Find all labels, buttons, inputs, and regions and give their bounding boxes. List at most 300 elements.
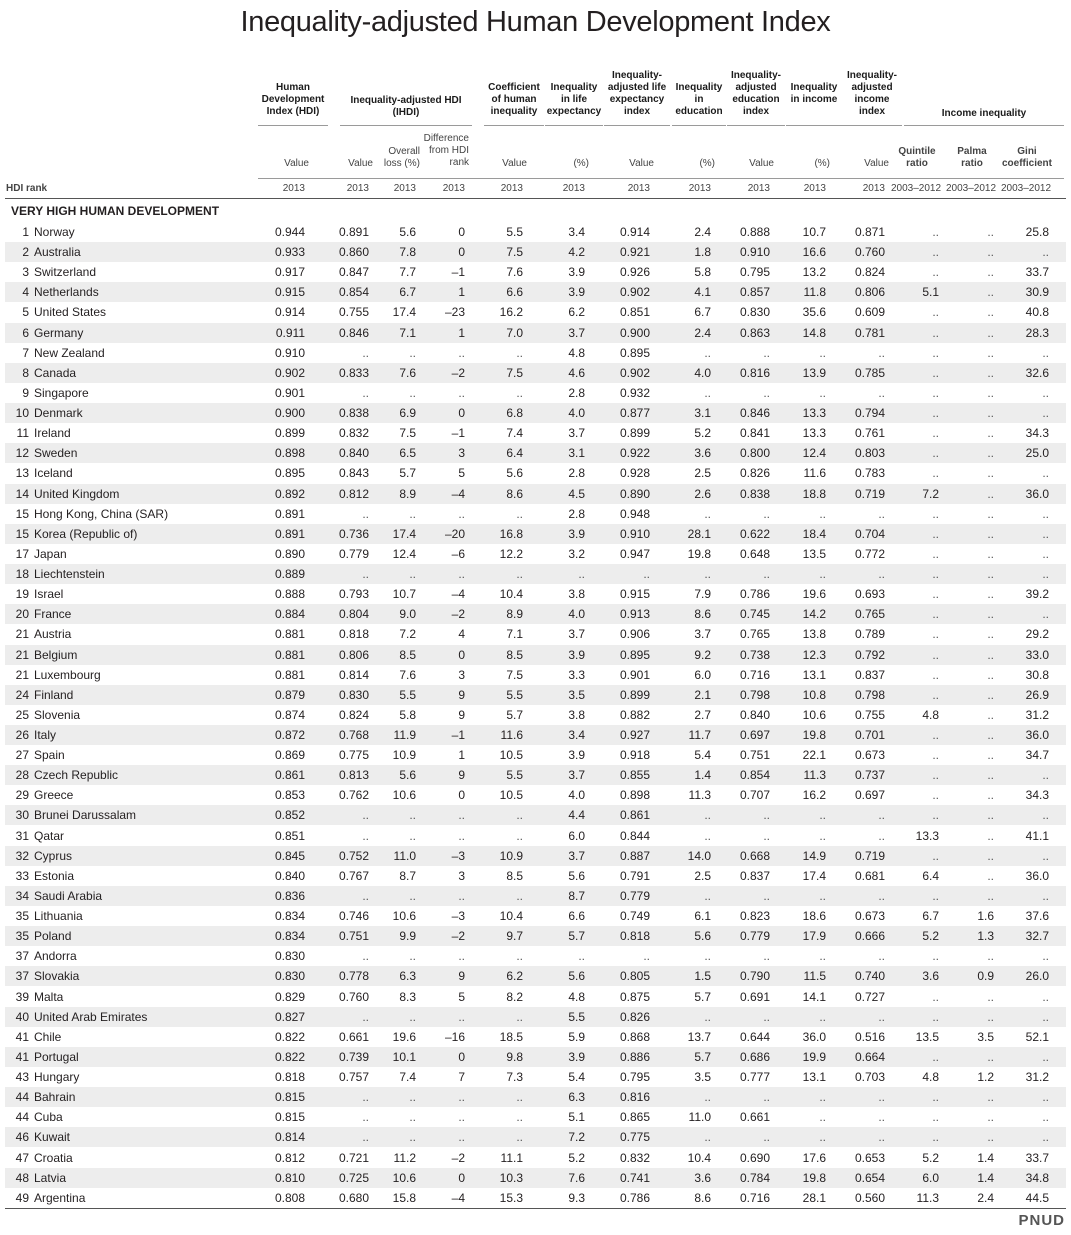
country-name: United States	[34, 305, 107, 320]
ihdi-value: 0.768	[338, 728, 369, 742]
palma-ratio: ..	[987, 607, 994, 622]
column-subheader: (%)	[814, 158, 830, 169]
palma-ratio: ..	[987, 728, 994, 742]
income-index: 0.761	[854, 426, 885, 441]
ihdi-rank-diff: 0	[458, 406, 465, 421]
edu-index: 0.837	[739, 868, 770, 883]
quintile-ratio: ..	[932, 546, 939, 561]
ihdi-value: 0.736	[338, 526, 369, 541]
coef-inequality: ..	[516, 1110, 523, 1125]
income-inequality: 13.3	[802, 406, 826, 421]
coef-inequality: ..	[516, 828, 523, 843]
coef-inequality: 7.4	[506, 426, 523, 441]
coef-inequality: ..	[516, 345, 523, 360]
hdi-rank: 41	[15, 1029, 29, 1044]
country-name: Croatia	[34, 1150, 73, 1165]
life-index: 0.901	[619, 667, 650, 682]
ihdi-value: 0.860	[338, 245, 369, 260]
life-inequality: 5.9	[568, 1029, 585, 1044]
hdi-value: 0.891	[274, 526, 305, 541]
income-inequality: 10.7	[802, 225, 826, 239]
hdi-rank: 39	[15, 989, 29, 1004]
palma-ratio: ..	[987, 1130, 994, 1145]
income-inequality: ..	[819, 1009, 826, 1024]
column-year: 2003–2012	[890, 183, 942, 194]
life-index: 0.895	[619, 647, 650, 662]
ihdi-value: 0.779	[338, 546, 369, 561]
edu-index: ..	[763, 1090, 770, 1105]
palma-ratio: ..	[987, 768, 994, 783]
quintile-ratio: ..	[932, 567, 939, 582]
palma-ratio: ..	[987, 486, 994, 501]
life-inequality: 4.8	[568, 989, 585, 1004]
ihdi-rank-diff: 0	[458, 788, 465, 803]
income-inequality: ..	[819, 567, 826, 582]
gini-coefficient: 32.6	[1025, 365, 1049, 380]
gini-coefficient: 30.9	[1025, 285, 1049, 300]
ihdi-loss: 11.0	[393, 848, 416, 863]
life-inequality: 3.7	[568, 848, 585, 863]
income-inequality: 11.8	[803, 285, 826, 300]
gini-coefficient: 29.2	[1025, 627, 1049, 642]
column-group-header: Inequality in education	[675, 82, 723, 117]
ihdi-rank-diff: 4	[458, 627, 465, 642]
ihdi-value: 0.725	[338, 1170, 369, 1185]
edu-index: ..	[763, 385, 770, 400]
ihdi-rank-diff: 5	[458, 466, 465, 481]
edu-index: 0.745	[739, 607, 770, 622]
palma-ratio: ..	[987, 406, 994, 421]
coef-inequality: 8.5	[506, 868, 523, 883]
edu-index: 0.644	[739, 1029, 770, 1044]
country-name: Czech Republic	[34, 768, 119, 783]
edu-index: 0.668	[739, 848, 770, 863]
life-inequality: 2.8	[568, 506, 585, 521]
header-rule	[672, 125, 726, 126]
gini-coefficient: ..	[1042, 1009, 1049, 1024]
hdi-rank: 17	[15, 546, 29, 561]
column-subheader: Difference from HDI rank	[423, 133, 469, 168]
ihdi-rank-diff: 0	[458, 1049, 465, 1064]
ihdi-value: 0.767	[338, 868, 369, 883]
table-row	[5, 1188, 1066, 1208]
coef-inequality: 7.5	[506, 245, 523, 260]
hdi-rank: 44	[15, 1090, 29, 1105]
edu-inequality: ..	[704, 888, 711, 903]
ihdi-loss: 8.3	[399, 989, 416, 1004]
table-row	[5, 282, 1066, 302]
hdi-rank: 40	[15, 1009, 29, 1024]
ihdi-value: ..	[362, 888, 369, 903]
ihdi-loss: 10.7	[392, 587, 416, 602]
edu-inequality: 6.7	[694, 305, 711, 320]
edu-index: 0.777	[739, 1070, 770, 1085]
country-name: Finland	[34, 687, 74, 702]
life-index: 0.902	[619, 365, 650, 380]
ihdi-value: 0.830	[338, 687, 369, 702]
income-inequality: 14.8	[802, 325, 826, 340]
income-inequality: ..	[819, 808, 826, 823]
edu-index: 0.798	[739, 687, 770, 702]
country-name: Norway	[34, 225, 75, 239]
palma-ratio: ..	[987, 868, 994, 883]
edu-inequality: 9.2	[694, 647, 711, 662]
edu-inequality: 11.3	[688, 788, 711, 803]
edu-index: 0.854	[739, 768, 770, 783]
ihdi-value: ..	[362, 949, 369, 964]
hdi-value: 0.852	[274, 808, 305, 823]
ihdi-loss: 12.4	[392, 546, 416, 561]
life-index: 0.899	[619, 426, 650, 441]
hdi-value: 0.901	[274, 385, 305, 400]
edu-index: 0.790	[739, 969, 770, 984]
palma-ratio: ..	[987, 365, 994, 380]
coef-inequality: 5.5	[506, 768, 523, 783]
ihdi-value: ..	[362, 345, 369, 360]
table-row	[5, 826, 1066, 846]
income-index: 0.681	[854, 868, 885, 883]
income-inequality: 13.9	[802, 365, 826, 380]
income-inequality: 19.6	[802, 587, 826, 602]
table-row	[5, 1047, 1066, 1067]
ihdi-loss: 7.7	[399, 265, 416, 280]
hdi-value: 0.915	[274, 285, 305, 300]
edu-inequality: ..	[704, 506, 711, 521]
quintile-ratio: 6.4	[922, 868, 939, 883]
life-inequality: 3.2	[568, 546, 585, 561]
country-name: Ireland	[34, 426, 71, 441]
country-name: Cyprus	[34, 848, 73, 863]
income-index: 0.824	[854, 265, 885, 280]
country-name: Estonia	[34, 868, 75, 883]
quintile-ratio: 4.8	[922, 1070, 939, 1085]
palma-ratio: ..	[987, 466, 994, 481]
ihdi-value: 0.813	[338, 768, 369, 783]
hdi-value: 0.830	[274, 969, 305, 984]
life-inequality: 9.3	[568, 1190, 585, 1205]
income-inequality: 16.6	[802, 245, 826, 260]
ihdi-rank-diff: 9	[458, 969, 465, 984]
hdi-rank: 34	[15, 888, 29, 903]
hdi-rank: 4	[22, 285, 29, 300]
hdi-value: 0.891	[274, 506, 305, 521]
income-index: 0.792	[854, 647, 885, 662]
life-inequality: 7.2	[568, 1130, 585, 1145]
palma-ratio: ..	[987, 707, 994, 722]
hdi-value: 0.815	[274, 1090, 305, 1105]
coef-inequality: ..	[516, 385, 523, 400]
ihdi-loss: ..	[409, 1130, 416, 1145]
header-rule	[484, 125, 544, 126]
life-inequality: 6.0	[568, 828, 585, 843]
ihdi-rank-diff: 9	[458, 707, 465, 722]
income-inequality: 18.6	[802, 909, 826, 924]
column-group-header: Inequality in life expectancy	[546, 82, 602, 117]
hdi-value: 0.861	[274, 768, 305, 783]
ihdi-loss: 15.8	[392, 1190, 416, 1205]
coef-inequality: ..	[516, 888, 523, 903]
ihdi-rank-diff: –2	[451, 607, 465, 622]
hdi-rank: 5	[22, 305, 29, 320]
hdi-value: 0.818	[274, 1070, 305, 1085]
ihdi-loss: 5.6	[399, 768, 416, 783]
income-index: 0.806	[854, 285, 885, 300]
quintile-ratio: 6.7	[922, 909, 939, 924]
income-inequality: ..	[819, 828, 826, 843]
hdi-value: 0.899	[274, 426, 305, 441]
coef-inequality: 10.5	[499, 748, 523, 763]
quintile-ratio: ..	[932, 728, 939, 742]
table-row	[5, 524, 1066, 544]
ihdi-value: 0.812	[338, 486, 369, 501]
edu-index: 0.691	[739, 989, 770, 1004]
life-inequality: 6.2	[568, 305, 585, 320]
hdi-rank: 27	[15, 748, 29, 763]
ihdi-rank-diff: 5	[458, 989, 465, 1004]
hdi-rank: 12	[15, 446, 29, 461]
hdi-rank: 35	[15, 909, 29, 924]
table-row	[5, 946, 1066, 966]
gini-coefficient: 32.7	[1025, 929, 1049, 944]
edu-inequality: ..	[704, 345, 711, 360]
ihdi-value: 0.751	[338, 929, 369, 944]
coef-inequality: ..	[516, 567, 523, 582]
ihdi-value: 0.843	[338, 466, 369, 481]
income-index: ..	[878, 828, 885, 843]
table-row	[5, 1127, 1066, 1147]
quintile-ratio: ..	[932, 768, 939, 783]
edu-inequality: ..	[704, 949, 711, 964]
palma-ratio: ..	[987, 687, 994, 702]
quintile-ratio: 5.2	[922, 929, 939, 944]
table-row	[5, 242, 1066, 262]
edu-index: 0.751	[739, 748, 770, 763]
income-inequality: ..	[819, 1110, 826, 1125]
income-inequality: 13.1	[802, 1070, 826, 1085]
country-name: Australia	[34, 245, 81, 260]
gini-coefficient: ..	[1042, 1090, 1049, 1105]
quintile-ratio: 3.6	[922, 969, 939, 984]
quintile-ratio: ..	[932, 245, 939, 260]
life-inequality: 4.5	[568, 486, 585, 501]
ihdi-rank-diff: 9	[458, 768, 465, 783]
ihdi-value: 0.814	[338, 667, 369, 682]
hdi-rank: 33	[15, 868, 29, 883]
table-row	[5, 1168, 1066, 1188]
table-bottom-rule	[5, 1208, 1066, 1209]
table-row	[5, 765, 1066, 785]
country-name: Qatar	[34, 828, 65, 843]
edu-inequality: 3.5	[694, 1070, 711, 1085]
palma-ratio: ..	[987, 506, 994, 521]
quintile-ratio: ..	[932, 587, 939, 602]
ihdi-value: 0.762	[338, 788, 369, 803]
ihdi-value: ..	[362, 828, 369, 843]
coef-inequality: 10.4	[499, 587, 523, 602]
gini-coefficient: 28.3	[1025, 325, 1049, 340]
ihdi-loss: ..	[409, 567, 416, 582]
table-row	[5, 463, 1066, 483]
hdi-value: 0.902	[274, 365, 305, 380]
life-index: 0.868	[619, 1029, 650, 1044]
gini-coefficient: ..	[1042, 466, 1049, 481]
life-index: 0.910	[619, 526, 650, 541]
quintile-ratio: ..	[932, 265, 939, 280]
palma-ratio: ..	[987, 989, 994, 1004]
hdi-value: 0.898	[274, 446, 305, 461]
gini-coefficient: 33.7	[1025, 1150, 1049, 1165]
hdi-rank: 11	[16, 426, 29, 441]
income-index: 0.871	[854, 225, 885, 239]
hdi-rank: 13	[15, 466, 29, 481]
table-row	[5, 564, 1066, 584]
edu-inequality: 5.8	[694, 265, 711, 280]
ihdi-rank-diff: –2	[451, 929, 465, 944]
gini-coefficient: 33.0	[1025, 647, 1049, 662]
life-inequality: 5.6	[568, 969, 585, 984]
ihdi-loss: 6.7	[399, 285, 416, 300]
palma-ratio: ..	[987, 245, 994, 260]
table-row	[5, 624, 1066, 644]
table-row	[5, 323, 1066, 343]
life-inequality: 4.6	[568, 365, 585, 380]
ihdi-rank-diff: –16	[444, 1029, 465, 1044]
income-index: 0.719	[854, 486, 885, 501]
table-row	[5, 966, 1066, 986]
country-name: Singapore	[34, 385, 89, 400]
ihdi-loss: 5.5	[399, 687, 416, 702]
country-name: Hungary	[34, 1070, 80, 1085]
ihdi-value: 0.824	[338, 707, 369, 722]
column-group-header: Human Development Index (HDI)	[261, 82, 325, 117]
header-rule	[340, 125, 472, 126]
palma-ratio: ..	[987, 647, 994, 662]
ihdi-value: ..	[362, 1090, 369, 1105]
hdi-rank: 24	[15, 687, 29, 702]
ihdi-rank-diff: –2	[451, 365, 465, 380]
quintile-ratio: ..	[932, 647, 939, 662]
income-index: 0.760	[854, 245, 885, 260]
ihdi-loss: ..	[409, 345, 416, 360]
income-index: ..	[878, 1090, 885, 1105]
life-inequality: 3.9	[568, 526, 585, 541]
ihdi-value: 0.833	[338, 365, 369, 380]
hdi-rank: 3	[22, 265, 29, 280]
gini-coefficient: 31.2	[1025, 1070, 1049, 1085]
country-name: New Zealand	[34, 345, 105, 360]
income-inequality: 12.3	[802, 647, 826, 662]
section-heading: VERY HIGH HUMAN DEVELOPMENT	[11, 204, 220, 218]
ihdi-rank-diff: –4	[451, 1190, 465, 1205]
income-index: 0.560	[854, 1190, 885, 1205]
palma-ratio: ..	[987, 1009, 994, 1024]
table-row	[5, 484, 1066, 504]
hdi-rank: 15	[15, 526, 29, 541]
ihdi-loss: 10.6	[392, 909, 416, 924]
edu-inequality: 11.0	[688, 1110, 711, 1125]
life-index: 0.932	[619, 385, 650, 400]
coef-inequality: ..	[516, 949, 523, 964]
gini-coefficient: ..	[1042, 526, 1049, 541]
edu-inequality: 11.7	[688, 728, 711, 742]
gini-coefficient: 26.9	[1025, 687, 1049, 702]
quintile-ratio: ..	[932, 989, 939, 1004]
quintile-ratio: 7.2	[922, 486, 939, 501]
quintile-ratio: ..	[932, 848, 939, 863]
gini-coefficient: 41.1	[1025, 828, 1049, 843]
ihdi-loss: ..	[409, 385, 416, 400]
column-year: 2013	[346, 183, 369, 194]
edu-inequality: ..	[704, 567, 711, 582]
edu-inequality: ..	[704, 828, 711, 843]
edu-index: ..	[763, 1009, 770, 1024]
palma-ratio: 3.5	[977, 1029, 994, 1044]
quintile-ratio: ..	[932, 1049, 939, 1064]
column-subheader: Value	[348, 158, 373, 169]
edu-index: 0.816	[739, 365, 770, 380]
edu-inequality: 28.1	[687, 526, 711, 541]
column-year: 2003–2012	[945, 183, 997, 194]
life-inequality: 4.0	[568, 406, 585, 421]
gini-coefficient: ..	[1042, 245, 1049, 260]
life-inequality: 6.3	[568, 1090, 585, 1105]
coef-inequality: 7.3	[506, 1070, 523, 1085]
life-index: 0.791	[619, 868, 650, 883]
column-year: 2013	[393, 183, 416, 194]
gini-coefficient: ..	[1042, 1049, 1049, 1064]
column-subheader: Palma ratio	[957, 146, 987, 169]
hdi-value: 0.889	[274, 567, 305, 582]
edu-index: 0.648	[739, 546, 770, 561]
hdi-rank: 19	[15, 587, 29, 602]
coef-inequality: 7.6	[506, 265, 523, 280]
column-group-header: Inequality-adjusted life expectancy index	[607, 70, 667, 117]
column-subheader: (%)	[699, 158, 715, 169]
column-group-header: Inequality-adjusted education index	[730, 70, 781, 117]
table-row	[5, 363, 1066, 383]
column-subheader: Gini coefficient	[1001, 146, 1052, 169]
life-inequality: 3.4	[568, 225, 585, 239]
ihdi-rank-diff: 3	[458, 868, 465, 883]
ihdi-loss: ..	[409, 1009, 416, 1024]
edu-inequality: 19.8	[687, 546, 711, 561]
edu-index: 0.765	[739, 627, 770, 642]
hdi-value: 0.911	[275, 325, 305, 340]
column-year: 2013	[862, 183, 885, 194]
palma-ratio: ..	[987, 828, 994, 843]
edu-index: 0.707	[739, 788, 770, 803]
quintile-ratio: ..	[932, 385, 939, 400]
life-inequality: ..	[578, 567, 585, 582]
hdi-value: 0.881	[274, 647, 305, 662]
ihdi-loss: 9.0	[399, 607, 416, 622]
hdi-value: 0.881	[274, 667, 305, 682]
hdi-value: 0.827	[274, 1009, 305, 1024]
quintile-ratio: ..	[932, 808, 939, 823]
hdi-value: 0.822	[274, 1029, 305, 1044]
income-inequality: 28.1	[802, 1190, 826, 1205]
country-name: Greece	[34, 788, 74, 803]
coef-inequality: 11.6	[500, 728, 523, 742]
life-index: 0.895	[619, 345, 650, 360]
edu-inequality: 3.7	[694, 627, 711, 642]
ihdi-rank-diff: –6	[451, 546, 465, 561]
income-index: 0.653	[854, 1150, 885, 1165]
country-name: Latvia	[34, 1170, 67, 1185]
income-inequality: 16.2	[802, 788, 826, 803]
gini-coefficient: 36.0	[1025, 486, 1049, 501]
ihdi-loss: 5.7	[399, 466, 416, 481]
